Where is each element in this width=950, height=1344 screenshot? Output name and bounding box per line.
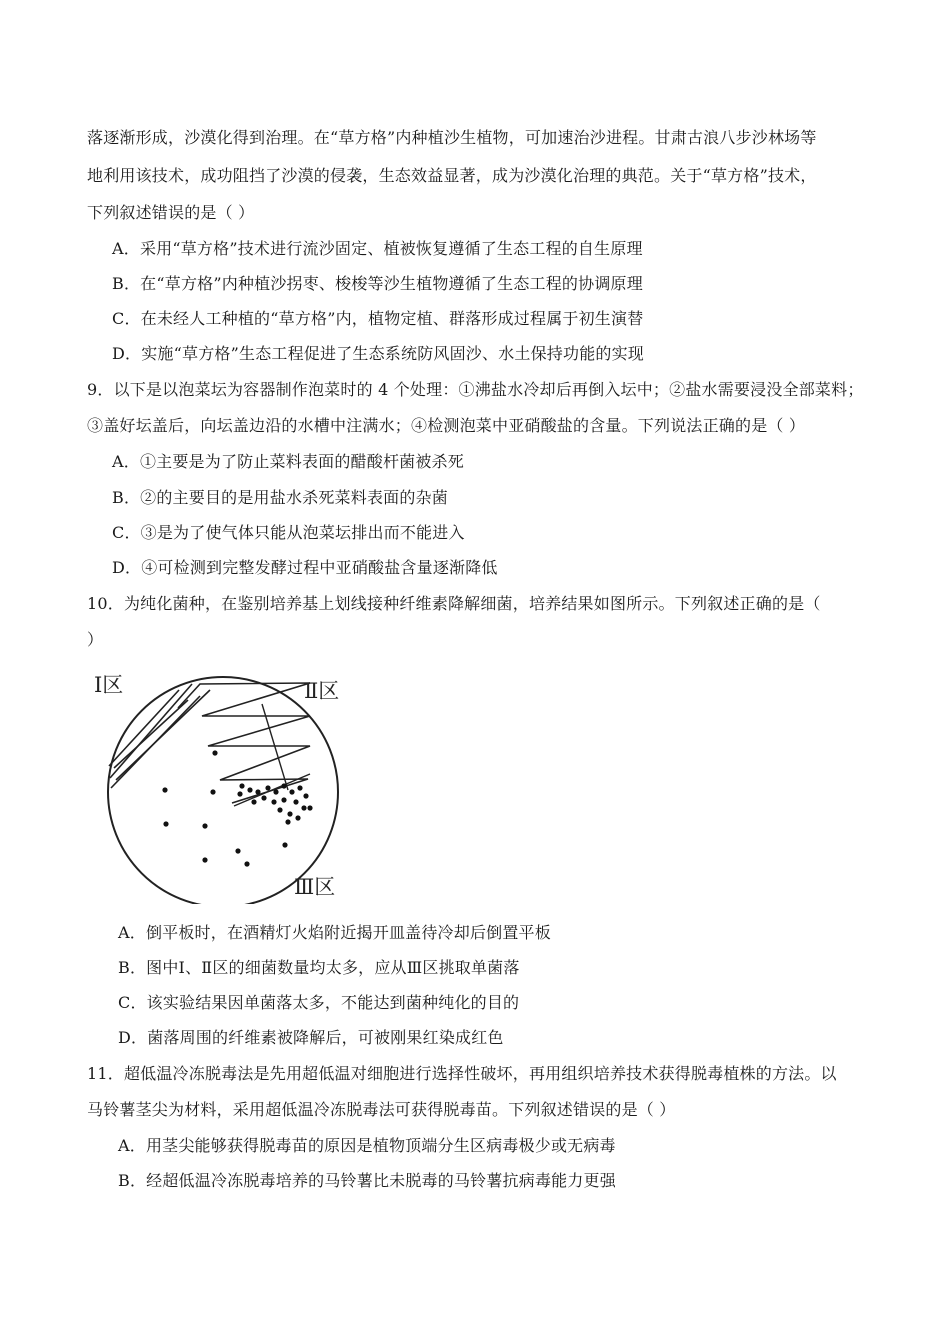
q9-option-d[interactable]: D．④可检测到完整发酵过程中亚硝酸盐含量逐渐降低 bbox=[112, 558, 498, 577]
q10-stem-line-2: ） bbox=[87, 630, 104, 649]
q8-stem-line-1: 落逐渐形成，沙漠化得到治理。在“草方格”内种植沙生植物，可加速治沙进程。甘肃古浪八步沙林场等 bbox=[87, 128, 817, 147]
q8-option-d[interactable]: D．实施“草方格”生态工程促进了生态系统防风固沙、水土保持功能的实现 bbox=[112, 344, 644, 363]
petri-dish-figure bbox=[92, 668, 362, 904]
zone1-label: Ⅰ区 bbox=[94, 673, 124, 697]
zone2-label: Ⅱ区 bbox=[304, 679, 340, 703]
q8-option-a[interactable]: A．采用“草方格”技术进行流沙固定、植被恢复遵循了生态工程的自生原理 bbox=[112, 239, 643, 258]
q9-stem-line-1: 9．以下是以泡菜坛为容器制作泡菜时的 4 个处理：①沸盐水冷却后再倒入坛中；②盐水需要浸没全部菜料； bbox=[87, 380, 864, 399]
q10-option-a[interactable]: A．倒平板时，在酒精灯火焰附近揭开皿盖待冷却后倒置平板 bbox=[118, 923, 551, 942]
zone3-label: Ⅲ区 bbox=[294, 875, 336, 899]
q9-stem-line-2: ③盖好坛盖后，向坛盖边沿的水槽中注满水；④检测泡菜中亚硝酸盐的含量。下列说法正确的是（ ） bbox=[87, 416, 806, 435]
q11-stem-line-1: 11．超低温冷冻脱毒法是先用超低温对细胞进行选择性破坏，再用组织培养技术获得脱毒植株的方法。以 bbox=[87, 1064, 837, 1083]
zone3-streak-a bbox=[262, 704, 288, 790]
q10-stem-line-1: 10．为纯化菌种，在鉴别培养基上划线接种纤维素降解细菌，培养结果如图所示。下列叙述正确的是（ bbox=[87, 594, 821, 613]
q9-option-a[interactable]: A．①主要是为了防止菜料表面的醋酸杆菌被杀死 bbox=[112, 452, 464, 471]
q10-option-c[interactable]: C．该实验结果因单菌落太多，不能达到菌种纯化的目的 bbox=[118, 993, 520, 1012]
q11-option-a[interactable]: A．用茎尖能够获得脱毒苗的原因是植物顶端分生区病毒极少或无病毒 bbox=[118, 1136, 616, 1155]
bacterial-colonies bbox=[162, 750, 312, 866]
petri-dish-outline bbox=[108, 677, 338, 904]
q9-option-c[interactable]: C．③是为了使气体只能从泡菜坛排出而不能进入 bbox=[112, 523, 465, 542]
zone1-streaks bbox=[109, 684, 210, 788]
q8-stem-line-3: 下列叙述错误的是（ ） bbox=[87, 203, 255, 222]
petri-dish-diagram bbox=[92, 668, 362, 904]
q10-option-d[interactable]: D．菌落周围的纤维素被降解后，可被刚果红染成红色 bbox=[118, 1028, 504, 1047]
q8-option-b[interactable]: B．在“草方格”内种植沙拐枣、梭梭等沙生植物遵循了生态工程的协调原理 bbox=[112, 274, 643, 293]
q8-stem-line-2: 地利用该技术，成功阻挡了沙漠的侵袭，生态效益显著，成为沙漠化治理的典范。关于“草方格”技术， bbox=[87, 166, 817, 185]
q11-stem-line-2: 马铃薯茎尖为材料，采用超低温冷冻脱毒法可获得脱毒苗。下列叙述错误的是（ ） bbox=[87, 1100, 676, 1119]
q8-option-c[interactable]: C．在未经人工种植的“草方格”内，植物定植、群落形成过程属于初生演替 bbox=[112, 309, 644, 328]
q10-option-b[interactable]: B．图中Ⅰ、Ⅱ区的细菌数量均太多，应从Ⅲ区挑取单菌落 bbox=[118, 958, 520, 977]
q9-option-b[interactable]: B．②的主要目的是用盐水杀死菜料表面的杂菌 bbox=[112, 488, 448, 507]
q11-option-b[interactable]: B．经超低温冷冻脱毒培养的马铃薯比未脱毒的马铃薯抗病毒能力更强 bbox=[118, 1171, 616, 1190]
